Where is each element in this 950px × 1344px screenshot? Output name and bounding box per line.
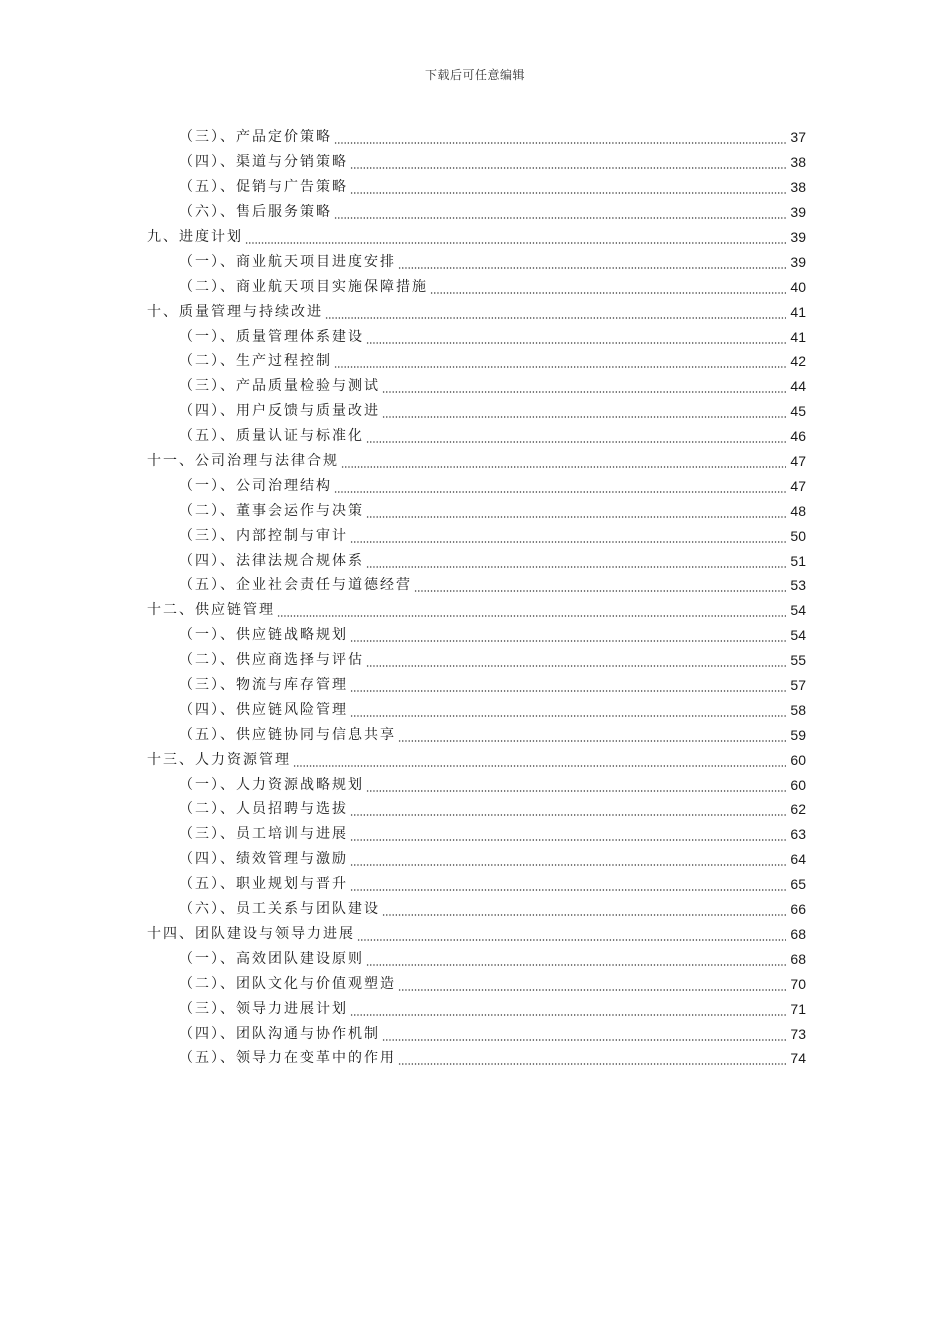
toc-page-number: 74 [790,1050,806,1067]
toc-dot-leader [334,479,786,493]
toc-entry-title: （三）、领导力进展计划 [179,1000,348,1017]
toc-entry-title: （一）、人力资源战略规划 [179,776,364,793]
toc-dot-leader [245,230,786,244]
toc-section-entry[interactable] [0,175,950,200]
toc-dot-leader [325,305,786,319]
toc-dot-leader [350,852,786,866]
toc-section-entry[interactable] [0,847,950,872]
toc-section-entry[interactable] [0,623,950,648]
toc-page-number: 50 [790,527,806,544]
toc-chapter-entry[interactable] [0,299,950,324]
toc-section-entry[interactable] [0,872,950,897]
toc-dot-leader [350,678,786,692]
toc-dot-leader [398,1051,786,1065]
toc-page-number: 44 [790,378,806,395]
toc-section-entry[interactable] [0,548,950,573]
toc-dot-leader [350,628,786,642]
toc-entry-title: 十一、公司治理与法律合规 [147,453,339,470]
toc-page-number: 47 [790,453,806,470]
toc-entry-title: （三）、内部控制与审计 [179,527,348,544]
toc-section-entry[interactable] [0,125,950,150]
toc-page-number: 45 [790,403,806,420]
toc-dot-leader [366,778,786,792]
toc-chapter-entry[interactable] [0,747,950,772]
toc-dot-leader [398,255,786,269]
toc-entry-title: （三）、员工培训与进展 [179,826,348,843]
toc-dot-leader [366,504,786,518]
toc-page-number: 68 [790,950,806,967]
toc-section-entry[interactable] [0,1021,950,1046]
toc-page-number: 70 [790,975,806,992]
toc-section-entry[interactable] [0,996,950,1021]
toc-entry-title: （二）、董事会运作与决策 [179,502,364,519]
toc-dot-leader [366,429,786,443]
toc-page-number: 39 [790,204,806,221]
toc-entry-title: （三）、产品定价策略 [179,129,332,146]
toc-entry-title: （五）、企业社会责任与道德经营 [179,577,412,594]
toc-page-number: 60 [790,776,806,793]
toc-dot-leader [382,379,786,393]
toc-dot-leader [350,180,786,194]
toc-section-entry[interactable] [0,822,950,847]
toc-dot-leader [382,404,786,418]
toc-section-entry[interactable] [0,374,950,399]
toc-dot-leader [350,1002,786,1016]
toc-section-entry[interactable] [0,697,950,722]
toc-entry-title: （一）、高效团队建设原则 [179,950,364,967]
toc-section-entry[interactable] [0,150,950,175]
toc-entry-title: 十、质量管理与持续改进 [147,303,323,320]
toc-chapter-entry[interactable] [0,598,950,623]
toc-page-number: 64 [790,851,806,868]
toc-entry-title: （一）、质量管理体系建设 [179,328,364,345]
toc-page-number: 39 [790,253,806,270]
toc-entry-title: （五）、促销与广告策略 [179,179,348,196]
toc-chapter-entry[interactable] [0,449,950,474]
toc-section-entry[interactable] [0,673,950,698]
toc-entry-title: （四）、渠道与分销策略 [179,154,348,171]
toc-dot-leader [398,728,786,742]
toc-entry-title: 九、进度计划 [147,229,243,245]
toc-section-entry[interactable] [0,498,950,523]
toc-section-entry[interactable] [0,473,950,498]
toc-entry-title: （一）、商业航天项目进度安排 [179,253,396,270]
toc-page-number: 41 [790,303,806,320]
toc-page-number: 54 [790,602,806,619]
toc-entry-title: （四）、供应链风险管理 [179,701,348,718]
toc-section-entry[interactable] [0,424,950,449]
toc-entry-title: 十四、团队建设与领导力进展 [147,925,355,942]
toc-entry-title: （一）、供应链战略规划 [179,627,348,644]
toc-section-entry[interactable] [0,971,950,996]
toc-entry-title: （五）、供应链协同与信息共享 [179,726,396,743]
toc-page-number: 60 [790,751,806,768]
toc-entry-title: （四）、法律法规合规体系 [179,552,364,569]
toc-entry-title: （一）、公司治理结构 [179,477,332,494]
toc-page-number: 51 [790,552,806,569]
toc-page-number: 48 [790,502,806,519]
toc-entry-title: （四）、用户反馈与质量改进 [179,403,380,420]
toc-entry-title: （三）、产品质量检验与测试 [179,378,380,395]
toc-entry-title: （五）、职业规划与晋升 [179,876,348,893]
toc-dot-leader [334,205,786,219]
toc-dot-leader [430,280,786,294]
toc-section-entry[interactable] [0,399,950,424]
toc-section-entry[interactable] [0,772,950,797]
toc-entry-title: （三）、物流与库存管理 [179,677,348,694]
toc-page-number: 38 [790,154,806,171]
toc-section-entry[interactable] [0,523,950,548]
toc-dot-leader [334,354,786,368]
toc-dot-leader [366,653,786,667]
toc-entry-title: （六）、售后服务策略 [179,204,332,221]
toc-entry-title: 十二、供应链管理 [147,602,275,619]
toc-dot-leader [350,155,786,169]
toc-entry-title: （二）、团队文化与价值观塑造 [179,975,396,992]
toc-dot-leader [398,977,786,991]
toc-entry-title: （二）、生产过程控制 [179,353,332,370]
toc-page-number: 59 [790,726,806,743]
toc-page-number: 55 [790,652,806,669]
toc-dot-leader [293,753,786,767]
toc-section-entry[interactable] [0,573,950,598]
toc-page-number: 54 [790,627,806,644]
toc-chapter-entry[interactable] [0,225,950,250]
toc-page-number: 41 [790,328,806,345]
toc-section-entry[interactable] [0,797,950,822]
toc-chapter-entry[interactable] [0,922,950,947]
toc-section-entry[interactable] [0,648,950,673]
toc-section-entry[interactable] [0,324,950,349]
toc-section-entry[interactable] [0,274,950,299]
toc-entry-title: （五）、质量认证与标准化 [179,428,364,445]
toc-page-number: 39 [790,229,806,245]
toc-entry-title: （五）、领导力在变革中的作用 [179,1050,396,1067]
toc-section-entry[interactable] [0,200,950,225]
toc-section-entry[interactable] [0,349,950,374]
toc-page-number: 47 [790,477,806,494]
toc-page-number: 58 [790,701,806,718]
toc-entry-title: 十三、人力资源管理 [147,751,291,768]
toc-page-number: 62 [790,801,806,818]
toc-dot-leader [350,827,786,841]
toc-dot-leader [341,454,786,468]
toc-page-number: 66 [790,901,806,918]
toc-page-number: 46 [790,428,806,445]
table-of-contents [0,125,950,1071]
toc-entry-title: （六）、员工关系与团队建设 [179,901,380,918]
toc-page-number: 53 [790,577,806,594]
toc-page-number: 37 [790,129,806,146]
toc-page-number: 65 [790,876,806,893]
toc-section-entry[interactable] [0,946,950,971]
toc-section-entry[interactable] [0,249,950,274]
toc-page-number: 40 [790,278,806,295]
toc-dot-leader [382,902,786,916]
toc-entry-title: （四）、绩效管理与激励 [179,851,348,868]
toc-entry-title: （二）、供应商选择与评估 [179,652,364,669]
toc-page-number: 71 [790,1000,806,1017]
toc-page-number: 73 [790,1025,806,1042]
toc-page-number: 57 [790,677,806,694]
toc-dot-leader [350,802,786,816]
toc-entry-title: （二）、人员招聘与选拔 [179,801,348,818]
toc-section-entry[interactable] [0,722,950,747]
toc-page-number: 42 [790,353,806,370]
toc-entry-title: （二）、商业航天项目实施保障措施 [179,278,428,295]
toc-dot-leader [350,703,786,717]
toc-dot-leader [277,603,786,617]
toc-entry-title: （四）、团队沟通与协作机制 [179,1025,380,1042]
toc-dot-leader [350,877,786,891]
toc-dot-leader [350,529,786,543]
toc-page-number: 63 [790,826,806,843]
toc-dot-leader [357,927,786,941]
toc-dot-leader [334,130,786,144]
toc-dot-leader [382,1027,786,1041]
toc-dot-leader [366,554,786,568]
toc-page-number: 38 [790,179,806,196]
toc-section-entry[interactable] [0,1046,950,1071]
toc-dot-leader [414,578,786,592]
toc-dot-leader [366,330,786,344]
toc-page-number: 68 [790,925,806,942]
page-header: 下载后可任意编辑 [424,68,525,82]
toc-section-entry[interactable] [0,897,950,922]
toc-dot-leader [366,952,786,966]
